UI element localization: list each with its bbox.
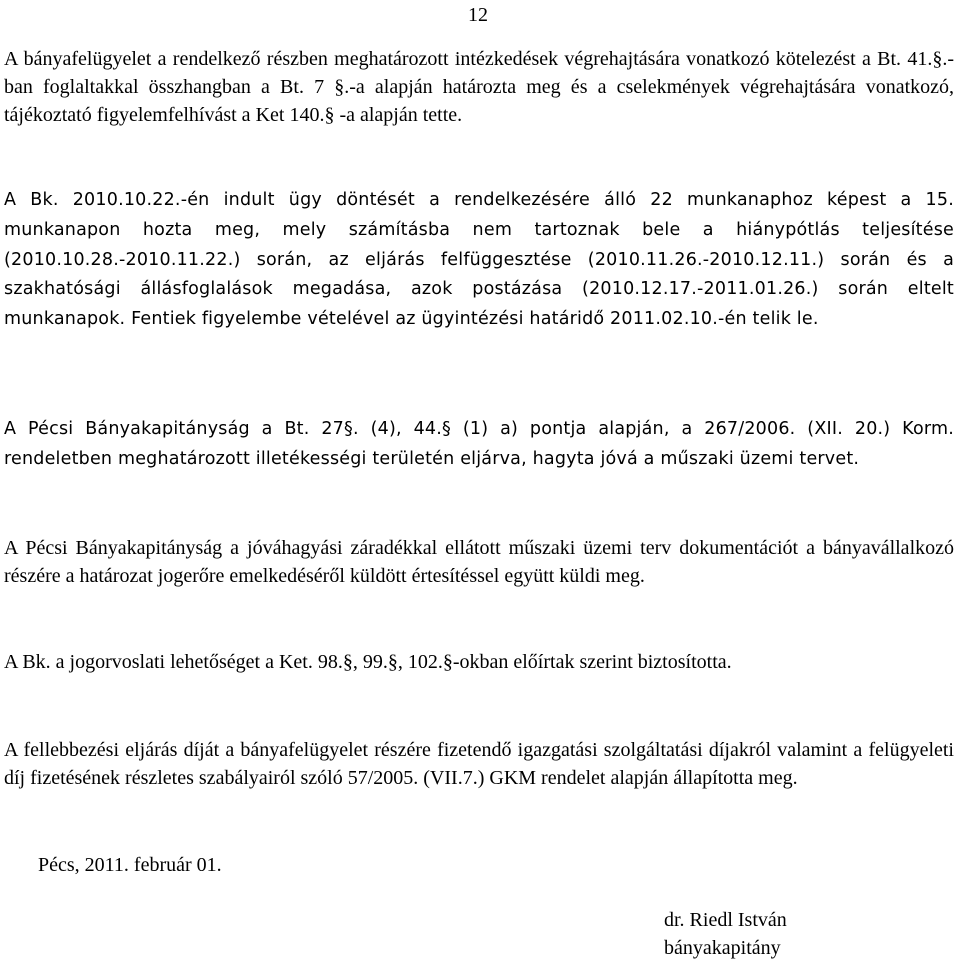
paragraph-jurisdiction: A Pécsi Bányakapitányság a Bt. 27§. (4), 44.§ (1) a) pontja alapján, a 267/2006. (XII. 20.) Korm. rendeletben meghatározott illetékességi területén eljárva, hagyta jóvá a műszaki üzemi tervet.	[4, 419, 954, 469]
signatory-name: dr. Riedl István	[664, 909, 787, 931]
place-date: Pécs, 2011. február 01.	[38, 854, 222, 876]
signatory-title: bányakapitány	[664, 937, 781, 959]
page-number: 12	[468, 4, 488, 26]
paragraph-deadline: A Bk. 2010.10.22.-én indult ügy döntését a rendelkezésére álló 22 munkanaphoz képest a 15. munkanapon hozta meg, mely számításba nem tartoznak bele a hiánypótlás teljesítése (2010.10.28.-2010.11.22.) során, az eljárás felfüggesztése (2010.11.26.-2010.12.11.) során és a szakhatósági állásfoglalások megadása, azok postázása (2010.12.17.-2011.01.26.) során eltelt munkanapok. Fentiek figyelembe vételével az ügyintézési határidő 2011.02.10.-én telik le.	[4, 190, 954, 330]
signature-block	[664, 906, 787, 962]
paragraph-appeal-fee: A fellebbezési eljárás díját a bányafelügyelet részére fizetendő igazgatási szolgáltatási díjakról valamint a felügyeleti díj fizetésének részletes szabályairól szóló 57/2005. (VII.7.) GKM rendelet alapján állapította meg.	[4, 739, 954, 789]
paragraph-legal-remedy: A Bk. a jogorvoslati lehetőséget a Ket. 98.§, 99.§, 102.§-okban előírtak szerint biztosította.	[4, 651, 732, 673]
paragraph-documentation: A Pécsi Bányakapitányság a jóváhagyási záradékkal ellátott műszaki üzemi terv dokumentációt a bányavállalkozó részére a határozat jogerőre emelkedéséről küldött értesítéssel együtt küldi meg.	[4, 537, 954, 587]
paragraph-enforcement: A bányafelügyelet a rendelkező részben meghatározott intézkedések végrehajtására vonatkozó kötelezést a Bt. 41.§.-ban foglaltakkal összhangban a Bt. 7 §.-a alapján határozta meg és a cselekmények végrehajtására vonatkozó, tájékoztató figyelemfelhívást a Ket 140.§ -a alapján tette.	[4, 48, 954, 126]
